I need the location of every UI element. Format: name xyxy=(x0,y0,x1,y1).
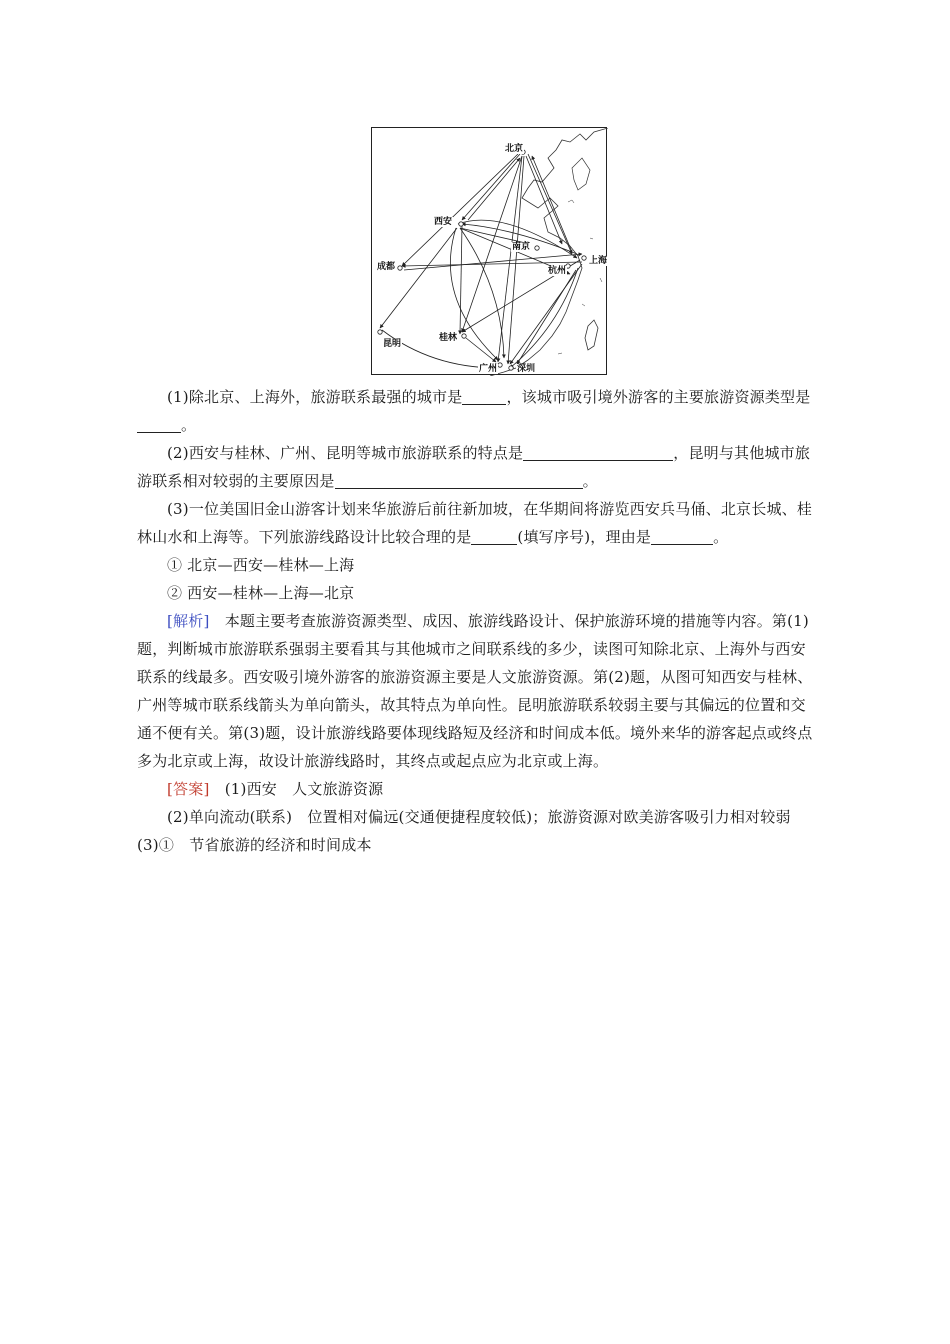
coastline xyxy=(490,128,608,376)
option-2: ② 西安—桂林—上海—北京 xyxy=(167,584,355,602)
q2-text-a: (2)西安与桂林、广州、昆明等城市旅游联系的特点是 xyxy=(167,444,524,462)
q3-text-a: (3)一位美国旧金山游客计划来华旅游后前往新加坡，在华期间将游览西安兵马俑、北京长城、桂林山水和上海等。下列旅游线路设计比较合理的是 xyxy=(137,500,813,546)
q1-text-c: 。 xyxy=(181,416,197,434)
q1-blank-2 xyxy=(137,416,181,433)
answer-tag: [答案] xyxy=(167,780,210,798)
city-xian-label: 西安 xyxy=(434,217,453,227)
q1-text-a: (1)除北京、上海外，旅游联系最强的城市是 xyxy=(167,388,463,406)
q3-text-b: (填写序号)，理由是 xyxy=(517,528,652,546)
question-1 xyxy=(137,383,817,439)
q2-blank-1 xyxy=(523,444,673,461)
answer-paragraph xyxy=(137,775,817,803)
city-guangzhou-label: 广州 xyxy=(479,364,498,374)
city-hangzhou-label: 杭州 xyxy=(548,266,567,276)
analysis-paragraph xyxy=(137,607,817,775)
q1-text-b: ，该城市吸引境外游客的主要旅游资源类型是 xyxy=(506,388,811,406)
q1-blank-1 xyxy=(462,388,506,405)
answer-line-1: (1)西安 人文旅游资源 xyxy=(209,780,384,798)
city-markers xyxy=(378,150,586,370)
city-chengdu-label: 成都 xyxy=(377,262,396,272)
analysis-tag: [解析] xyxy=(167,612,210,630)
q3-blank-1 xyxy=(471,528,517,545)
q3-text-c: 。 xyxy=(713,528,729,546)
city-kunming-label: 昆明 xyxy=(383,339,402,349)
map-graphic xyxy=(372,128,608,376)
city-shanghai-label: 上海 xyxy=(589,256,608,266)
taiwan-outline xyxy=(585,320,598,350)
analysis-text: 本题主要考查旅游资源类型、成因、旅游线路设计、保护旅游环境的措施等内容。第(1)题，判断城市旅游联系强弱主要看其与其他城市之间联系线的多少，读图可知除北京、上海外与西安联系的线最多。西安吸引境外游客的旅游资源主要是人文旅游资源。第(2)题，从图可知西安与桂林、广州等城市联系线箭头为单向箭头，故其特点为单向性。昆明旅游联系较弱主要与其偏远的位置和交通不便有关。第(3)题，设计旅游线路要体现线路短及经济和时间成本低。境外来华的游客起点或终点多为北京或上海，故设计旅游线路时，其终点或起点应为北京或上海。 xyxy=(137,612,813,770)
tourism-flow-map xyxy=(371,127,607,375)
option-1: ① 北京—西安—桂林—上海 xyxy=(167,556,355,574)
question-block xyxy=(137,383,817,859)
q2-text-c: 。 xyxy=(582,472,598,490)
city-guilin-label: 桂林 xyxy=(439,333,458,343)
q2-text-b: ，昆明与其他城市旅游联系相对较弱的主要原因是 xyxy=(137,444,811,490)
q3-blank-2 xyxy=(651,528,713,545)
q2-blank-2 xyxy=(335,472,583,489)
question-2 xyxy=(137,439,817,495)
city-nanjing-label: 南京 xyxy=(512,242,531,252)
city-shenzhen-label: 深圳 xyxy=(517,364,536,374)
question-3 xyxy=(137,495,817,551)
city-beijing-label: 北京 xyxy=(505,144,524,154)
answer-line-2: (2)单向流动(联系) 位置相对偏远(交通便捷程度较低)；旅游资源对欧美游客吸引力相对较弱 (3)① 节省旅游的经济和时间成本 xyxy=(137,808,806,854)
korea-outline xyxy=(572,158,590,190)
